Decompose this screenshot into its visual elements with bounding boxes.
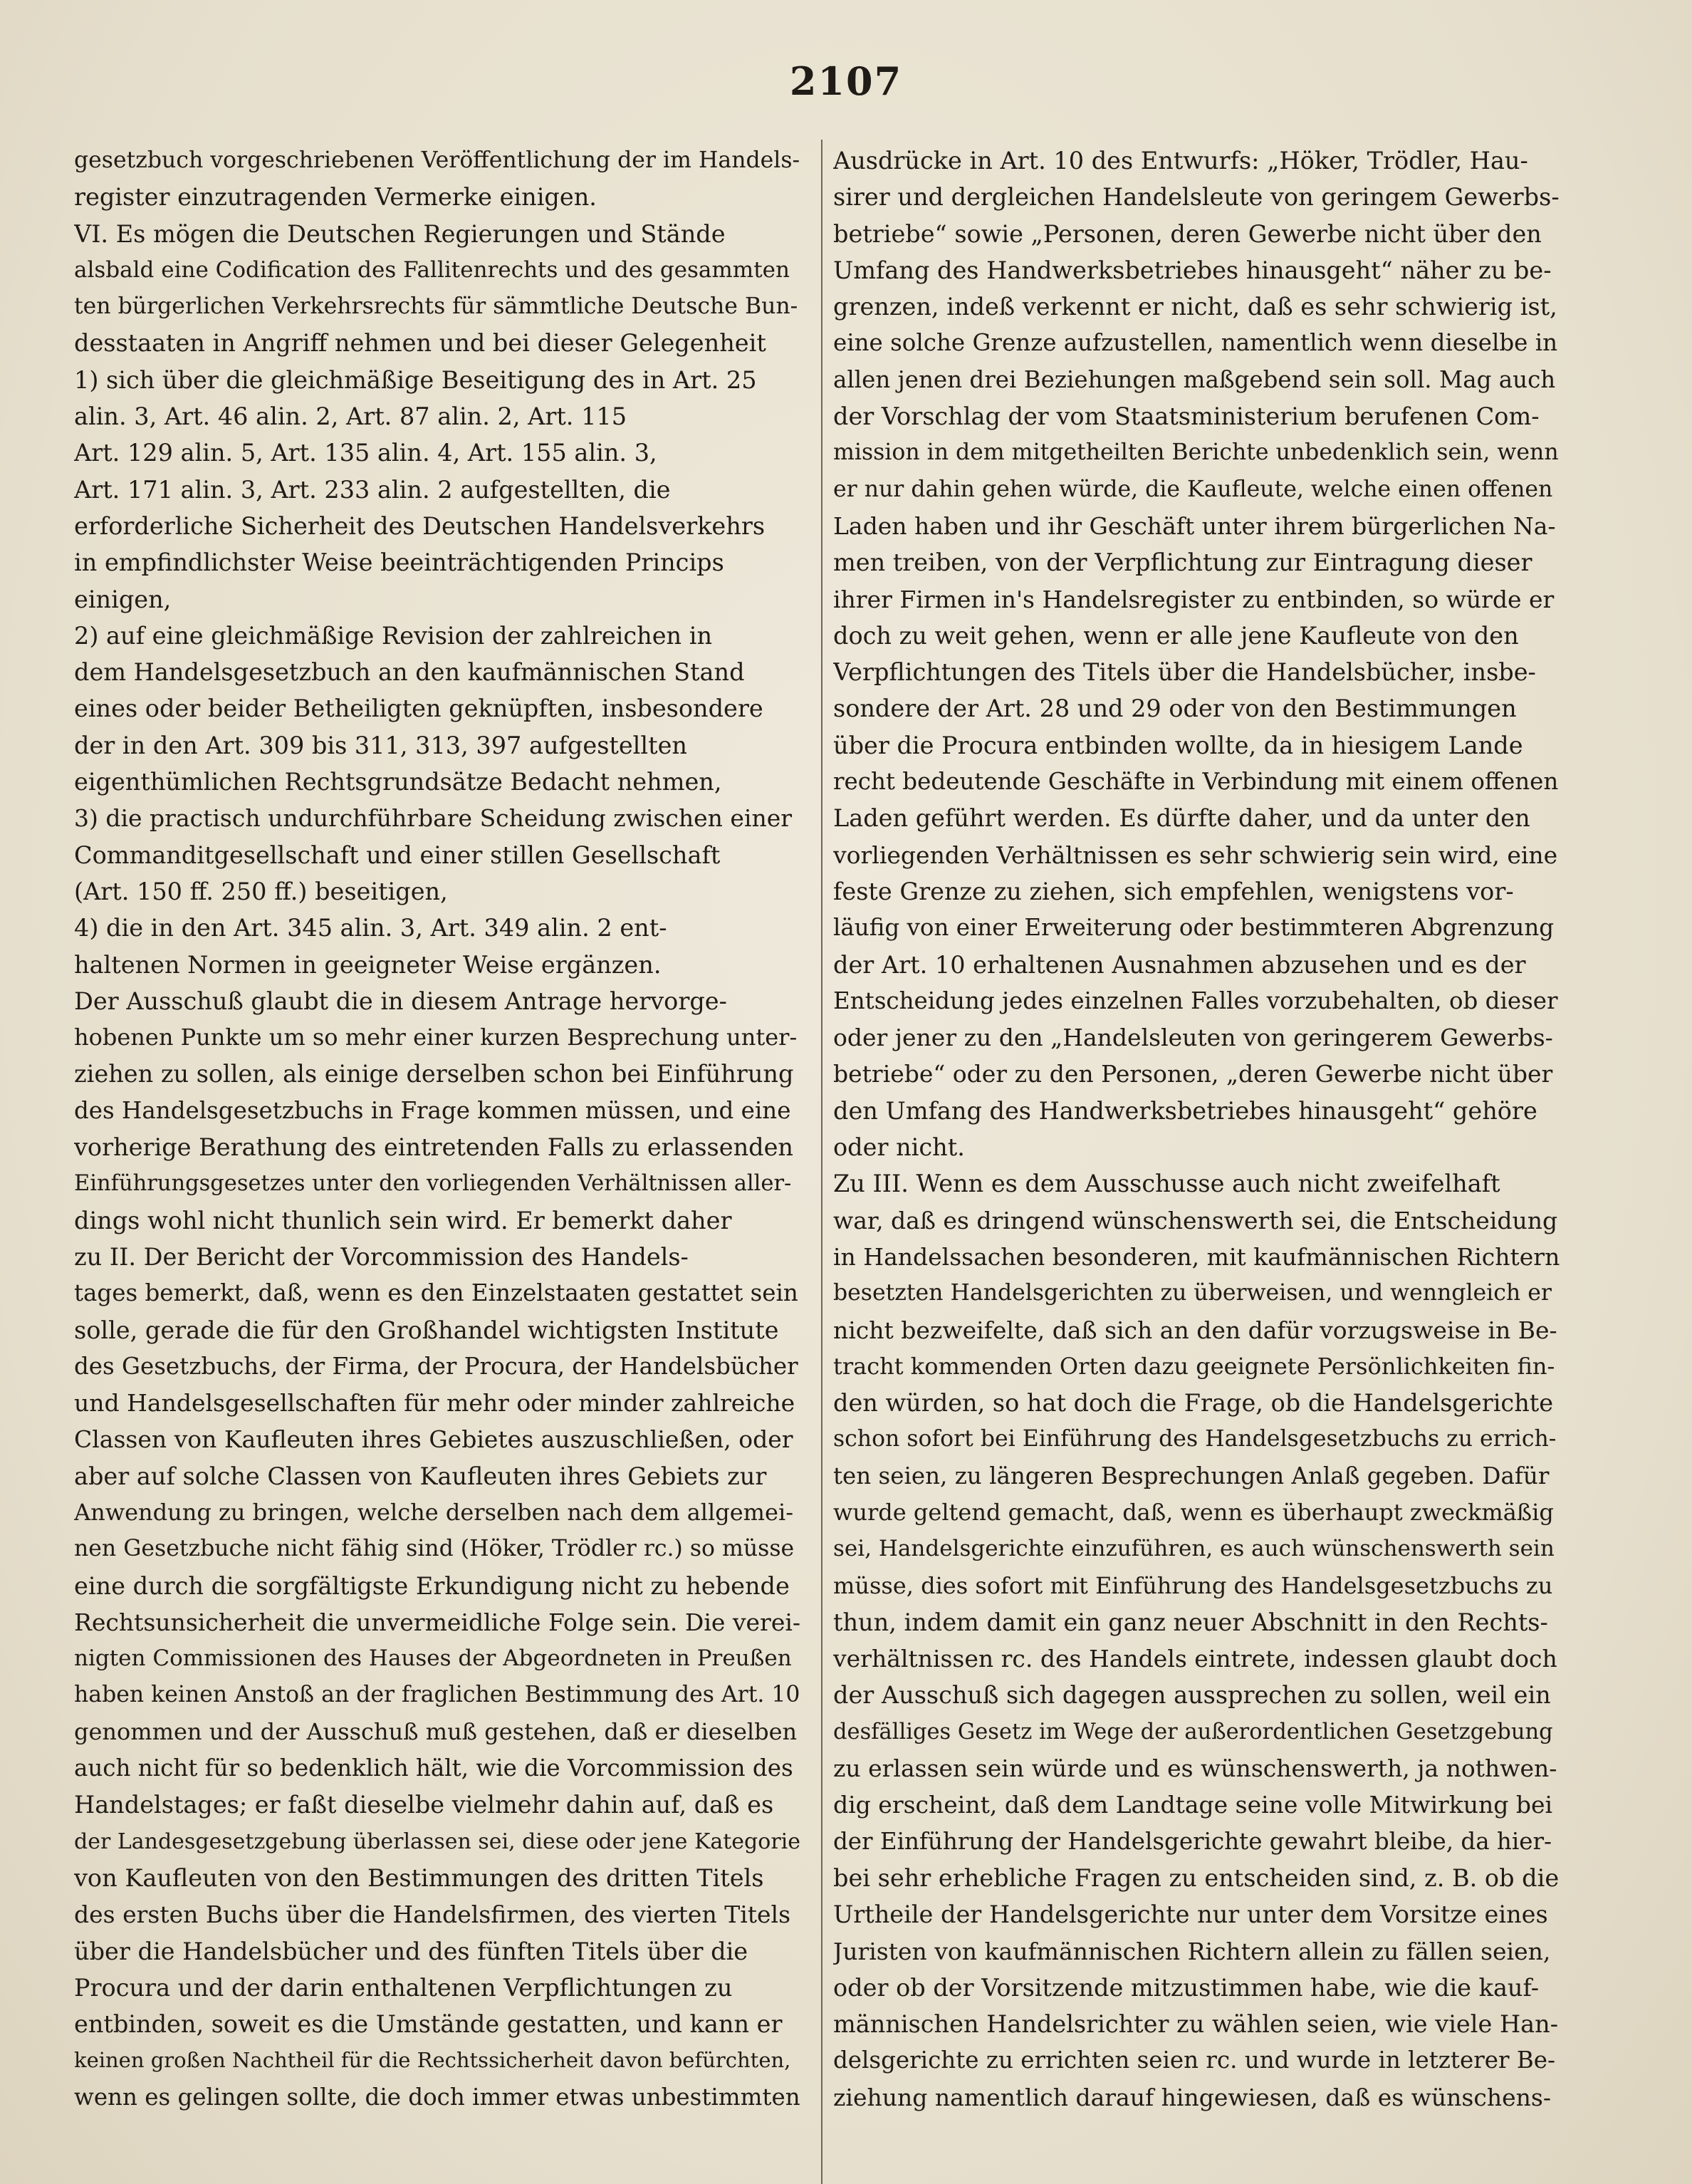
- text-line: des Gesetzbuchs, der Firma, der Procura, der Handelsbücher: [74, 1352, 798, 1380]
- text-line: läufig von einer Erweiterung oder bestimmteren Abgrenzung: [833, 914, 1555, 942]
- text-line: über die Handelsbücher und des fünften Titels über die: [74, 1937, 748, 1965]
- text-line: der Art. 10 erhaltenen Ausnahmen abzusehen und es der: [833, 950, 1526, 979]
- text-line: 4) die in den Art. 345 alin. 3, Art. 349 alin. 2 ent-: [74, 914, 667, 942]
- text-line: erforderliche Sicherheit des Deutschen Handelsverkehrs: [74, 511, 766, 540]
- text-line: des Handelsgesetzbuchs in Frage kommen müssen, und eine: [74, 1096, 791, 1124]
- text-line: Urtheile der Handelsgerichte nur unter dem Vorsitze eines: [833, 1900, 1548, 1929]
- text-line: der Landesgesetzgebung überlassen sei, diese oder jene Kategorie: [74, 1829, 800, 1854]
- text-line: delsgerichte zu errichten seien rc. und wurde in letzterer Be-: [833, 2047, 1555, 2074]
- text-line: recht bedeutende Geschäfte in Verbindung mit einem offenen: [833, 768, 1559, 796]
- text-line: vorliegenden Verhältnissen es sehr schwierig sein wird, eine: [833, 841, 1558, 869]
- text-line: genommen und der Ausschuß muß gestehen, daß er dieselben: [74, 1717, 798, 1745]
- text-line: sirer und dergleichen Handelsleute von geringem Gewerbs-: [833, 183, 1560, 212]
- text-line: sei, Handelsgerichte einzuführen, es auch wünschenswerth sein: [833, 1536, 1555, 1562]
- text-line: Umfang des Handwerksbetriebes hinausgeht“ näher zu be-: [833, 256, 1552, 284]
- text-line: alsbald eine Codification des Fallitenrechts und des gesammten: [74, 256, 790, 283]
- text-line: haben keinen Anstoß an der fraglichen Bestimmung des Art. 10: [74, 1682, 800, 1708]
- text-line: entbinden, soweit es die Umstände gestatten, und kann er: [74, 2010, 783, 2039]
- left-column: [74, 142, 800, 2116]
- text-line: er nur dahin gehen würde, die Kaufleute, welche einen offenen: [833, 476, 1553, 502]
- text-line: Laden geführt werden. Es dürfte daher, und da unter den: [833, 804, 1530, 833]
- right-column: [833, 142, 1560, 2116]
- text-line: und Handelsgesellschaften für mehr oder minder zahlreiche: [74, 1389, 795, 1418]
- text-line: Procura und der darin enthaltenen Verpflichtungen zu: [74, 1973, 733, 2002]
- text-line: Zu III. Wenn es dem Ausschusse auch nicht zweifelhaft: [833, 1170, 1500, 1198]
- text-line: Einführungsgesetzes unter den vorliegenden Verhältnissen aller-: [74, 1171, 792, 1197]
- text-line: oder ob der Vorsitzende mitzustimmen habe, wie die kauf-: [833, 1973, 1540, 2002]
- text-line: alin. 3, Art. 46 alin. 2, Art. 87 alin. 2, Art. 115: [74, 402, 627, 431]
- page-number: 2107: [789, 58, 903, 104]
- text-line: den würden, so hat doch die Frage, ob die Handelsgerichte: [833, 1389, 1554, 1418]
- text-line: betriebe“ sowie „Personen, deren Gewerbe nicht über den: [833, 219, 1542, 248]
- text-line: der Vorschlag der vom Staatsministerium berufenen Com-: [833, 402, 1540, 431]
- text-line: dings wohl nicht thunlich sein wird. Er bemerkt daher: [74, 1206, 732, 1234]
- text-line: dig erscheint, daß dem Landtage seine volle Mitwirkung bei: [833, 1791, 1553, 1819]
- text-line: Art. 129 alin. 5, Art. 135 alin. 4, Art. 155 alin. 3,: [74, 439, 657, 467]
- text-line: der Einführung der Handelsgerichte gewahrt bleibe, da hier-: [833, 1827, 1552, 1855]
- text-line: ihrer Firmen in's Handelsregister zu entbinden, so würde er: [833, 585, 1555, 613]
- text-line: in empfindlichster Weise beeinträchtigenden Princips: [74, 548, 724, 577]
- text-line: bei sehr erhebliche Fragen zu entscheiden sind, z. B. ob die: [833, 1863, 1560, 1892]
- text-line: tages bemerkt, daß, wenn es den Einzelstaaten gestattet sein: [74, 1279, 798, 1307]
- text-line: Ausdrücke in Art. 10 des Entwurfs: „Höker, Trödler, Hau-: [833, 147, 1528, 175]
- column-divider: [821, 140, 822, 2184]
- text-line: haltenen Normen in geeigneter Weise ergänzen.: [74, 950, 662, 979]
- text-line: ziehung namentlich darauf hingewiesen, daß es wünschens-: [833, 2083, 1551, 2111]
- text-line: Laden haben und ihr Geschäft unter ihrem bürgerlichen Na-: [833, 511, 1556, 540]
- text-line: Juristen von kaufmännischen Richtern allein zu fällen seien,: [833, 1937, 1551, 1965]
- text-line: zu II. Der Bericht der Vorcommission des Handels-: [74, 1242, 689, 1271]
- text-line: thun, indem damit ein ganz neuer Abschnitt in den Rechts-: [833, 1608, 1548, 1636]
- text-line: eines oder beider Betheiligten geknüpften, insbesondere: [74, 695, 763, 723]
- text-line: Rechtsunsicherheit die unvermeidliche Folge sein. Die verei-: [74, 1608, 800, 1636]
- text-line: wurde geltend gemacht, daß, wenn es überhaupt zweckmäßig: [833, 1498, 1554, 1526]
- text-line: Entscheidung jedes einzelnen Falles vorzubehalten, ob dieser: [833, 987, 1558, 1014]
- text-line: über die Procura entbinden wollte, da in hiesigem Lande: [833, 731, 1523, 759]
- text-line: war, daß es dringend wünschenswerth sei, die Entscheidung: [833, 1206, 1558, 1234]
- text-line: zu erlassen sein würde und es wünschenswerth, ja nothwen-: [833, 1754, 1557, 1783]
- text-line: Handelstages; er faßt dieselbe vielmehr dahin auf, daß es: [74, 1791, 774, 1819]
- text-line: nigten Commissionen des Hauses der Abgeordneten in Preußen: [74, 1645, 792, 1672]
- text-line: in Handelssachen besonderen, mit kaufmännischen Richtern: [833, 1242, 1560, 1271]
- text-line: tracht kommenden Orten dazu geeignete Persönlichkeiten fin-: [833, 1352, 1555, 1380]
- text-line: Classen von Kaufleuten ihres Gebietes auszuschließen, oder: [74, 1425, 793, 1454]
- text-line: VI. Es mögen die Deutschen Regierungen und Stände: [74, 219, 726, 248]
- text-line: Art. 171 alin. 3, Art. 233 alin. 2 aufgestellten, die: [74, 475, 671, 504]
- text-line: oder nicht.: [833, 1133, 965, 1162]
- text-line: aber auf solche Classen von Kaufleuten ihres Gebiets zur: [74, 1462, 767, 1490]
- text-line: feste Grenze zu ziehen, sich empfehlen, wenigstens vor-: [833, 877, 1514, 905]
- text-line: mission in dem mitgetheilten Berichte unbedenklich sein, wenn: [833, 440, 1559, 466]
- text-line: ziehen zu sollen, als einige derselben schon bei Einführung: [74, 1060, 794, 1088]
- text-line: desfälliges Gesetz im Wege der außerordentlichen Gesetzgebung: [833, 1719, 1553, 1744]
- text-line: besetzten Handelsgerichten zu überweisen, und wenngleich er: [833, 1280, 1552, 1306]
- text-line: den Umfang des Handwerksbetriebes hinausgeht“ gehöre: [833, 1096, 1537, 1125]
- text-line: betriebe“ oder zu den Personen, „deren Gewerbe nicht über: [833, 1060, 1553, 1088]
- text-line: vorherige Berathung des eintretenden Falls zu erlassenden: [74, 1133, 793, 1162]
- text-line: ten seien, zu längeren Besprechungen Anlaß gegeben. Dafür: [833, 1462, 1550, 1489]
- text-line: men treiben, von der Verpflichtung zur Eintragung dieser: [833, 548, 1532, 577]
- text-line: hobenen Punkte um so mehr einer kurzen Besprechung unter-: [74, 1024, 798, 1051]
- text-line: (Art. 150 ff. 250 ff.) beseitigen,: [74, 877, 448, 905]
- text-line: register einzutragenden Vermerke einigen.: [74, 183, 597, 212]
- text-line: eine solche Grenze aufzustellen, namentlich wenn dieselbe in: [833, 329, 1558, 357]
- text-line: doch zu weit gehen, wenn er alle jene Kaufleute von den: [833, 621, 1519, 650]
- text-line: oder jener zu den „Handelsleuten von geringerem Gewerbs-: [833, 1024, 1553, 1052]
- text-line: eigenthümlichen Rechtsgrundsätze Bedacht nehmen,: [74, 768, 722, 796]
- text-line: Der Ausschuß glaubt die in diesem Antrage hervorge-: [74, 987, 727, 1015]
- text-line: dem Handelsgesetzbuch an den kaufmännischen Stand: [74, 658, 745, 687]
- text-line: einigen,: [74, 585, 172, 613]
- text-line: gesetzbuch vorgeschriebenen Veröffentlichung der im Handels-: [74, 147, 800, 173]
- text-line: ten bürgerlichen Verkehrsrechts für sämmtliche Deutsche Bun-: [74, 293, 798, 320]
- text-line: solle, gerade die für den Großhandel wichtigsten Institute: [74, 1316, 779, 1344]
- text-line: des ersten Buchs über die Handelsfirmen, des vierten Titels: [74, 1900, 791, 1929]
- text-line: von Kaufleuten von den Bestimmungen des dritten Titels: [74, 1863, 764, 1892]
- text-line: männischen Handelsrichter zu wählen seien, wie viele Han-: [833, 2010, 1559, 2039]
- text-line: auch nicht für so bedenklich hält, wie die Vorcommission des: [74, 1754, 793, 1782]
- text-line: der in den Art. 309 bis 311, 313, 397 aufgestellten: [74, 731, 687, 759]
- text-line: verhältnissen rc. des Handels eintrete, indessen glaubt doch: [833, 1645, 1557, 1673]
- text-line: desstaaten in Angriff nehmen und bei dieser Gelegenheit: [74, 329, 766, 358]
- text-line: nicht bezweifelte, daß sich an den dafür vorzugsweise in Be-: [833, 1316, 1557, 1344]
- text-line: der Ausschuß sich dagegen aussprechen zu sollen, weil ein: [833, 1681, 1551, 1710]
- text-line: Anwendung zu bringen, welche derselben nach dem allgemei-: [74, 1498, 793, 1526]
- text-line: keinen großen Nachtheil für die Rechtssicherheit davon befürchten,: [74, 2048, 791, 2073]
- text-line: schon sofort bei Einführung des Handelsgesetzbuchs zu errich-: [833, 1426, 1557, 1452]
- text-line: 1) sich über die gleichmäßige Beseitigung des in Art. 25: [74, 365, 757, 394]
- text-line: grenzen, indeß verkennt er nicht, daß es sehr schwierig ist,: [833, 293, 1557, 321]
- text-line: allen jenen drei Beziehungen maßgebend sein soll. Mag auch: [833, 365, 1556, 393]
- text-line: wenn es gelingen sollte, die doch immer etwas unbestimmten: [74, 2083, 800, 2111]
- text-line: nen Gesetzbuche nicht fähig sind (Höker, Trödler rc.) so müsse: [74, 1536, 795, 1562]
- text-line: müsse, dies sofort mit Einführung des Handelsgesetzbuchs zu: [833, 1571, 1553, 1599]
- text-line: Commanditgesellschaft und einer stillen Gesellschaft: [74, 841, 721, 869]
- text-line: 2) auf eine gleichmäßige Revision der zahlreichen in: [74, 621, 713, 650]
- text-line: 3) die practisch undurchführbare Scheidung zwischen einer: [74, 804, 793, 833]
- text-line: eine durch die sorgfältigste Erkundigung nicht zu hebende: [74, 1571, 790, 1600]
- text-line: sondere der Art. 28 und 29 oder von den Bestimmungen: [833, 695, 1517, 723]
- text-line: Verpflichtungen des Titels über die Handelsbücher, insbe-: [833, 658, 1536, 687]
